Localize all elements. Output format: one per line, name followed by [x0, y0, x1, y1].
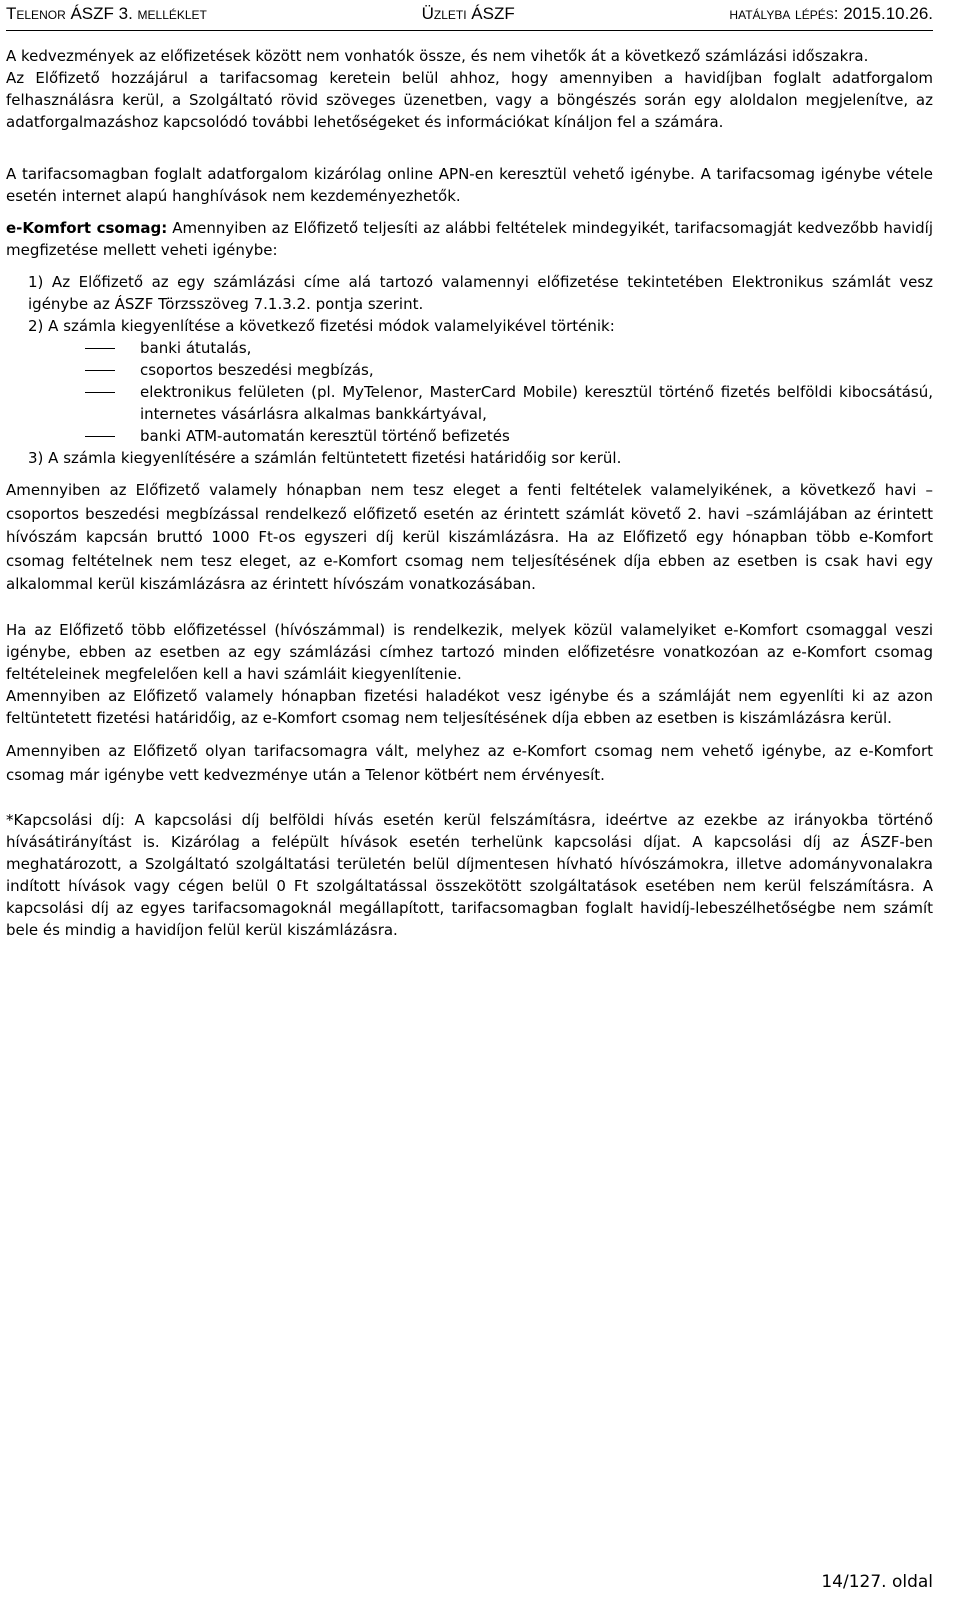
paragraph-consent: Az Előfizető hozzájárul a tarifacsomag keretein belül ahhoz, hogy amennyiben a havidíjban foglalt adatforgalom felhasználásra kerül, a Szolgáltató rövid szöveges üzenetben, vagy a böngészés során egy aloldalon megjelenítve, az adatforgalmazáshoz kapcsolódó további lehetőségeket és információkat kínáljon fel a számára. [6, 69, 933, 131]
payment-method-item: banki ATM-automatán keresztül történő befizetés [28, 425, 933, 447]
paragraph-discounts: A kedvezmények az előfizetések között nem vonhatók össze, és nem vihetők át a következő számlázási időszakra. [6, 47, 869, 65]
payment-method-item: elektronikus felületen (pl. MyTelenor, MasterCard Mobile) keresztül történő fizetés belföldi kibocsátású, internetes vásárlásra alkalmas bankkártyával, [28, 381, 933, 425]
ekomfort-label: e-Komfort csomag: [6, 219, 168, 237]
header-document-name: Telenor ÁSZF 3. melléklet [6, 4, 207, 23]
header-effective-date: hatályba lépés: 2015.10.26. [729, 4, 933, 23]
ekomfort-conditions [6, 271, 933, 469]
payment-method-item: banki átutalás, [28, 337, 933, 359]
paragraph-payment-deferral: Amennyiben az Előfizető valamely hónapban fizetési haladékot vesz igénybe és a számláját nem egyenlíti ki az azon feltüntetett fizetési határidőig, az e-Komfort csomag nem teljesítésének díja ebben az esetben is kiszámlázásra kerül. [6, 686, 933, 727]
page-number: 14/127. oldal [821, 1572, 933, 1592]
condition-1: 1) Az Előfizető az egy számlázási címe alá tartozó valamennyi előfizetése tekintetében Elektronikus számlát vesz igénybe az ÁSZF Törzsszöveg 7.1.3.2. pontja szerint. [28, 273, 933, 313]
condition-3: 3) A számla kiegyenlítésére a számlán feltüntetett fizetési határidőig sor kerül. [28, 449, 622, 467]
paragraph-apn: A tarifacsomagban foglalt adatforgalom kizárólag online APN-en keresztül vehető igénybe. A tarifacsomag igénybe vétele esetén internet alapú hanghívások nem kezdeményezhetők. [6, 165, 933, 205]
paragraph-connection-fee: *Kapcsolási díj: A kapcsolási díj belföldi hívás esetén kerül felszámításra, ideértve az ezekbe az irányokba történő hívásátirányítást is. Kizárólag a felépült hívások esetén terhelünk kapcsolási díjat. A kapcsolási díj az ÁSZF-ben meghatározott, a Szolgáltató szolgáltatási területén belül díjmentesen hívható hívószámokra, illetve adományvonalakra indított hívások vagy cégen belül 0 Ft szolgáltatással összekötött szolgáltatások esetében nem kerül felszámításra. A kapcsolási díj az egyes tarifacsomagoknál megállapított, tarifacsomagban foglalt havidíj-lebeszélhetőségbe nem számít bele és mindig a havidíjon felül kerül kiszámlázásra. [6, 810, 933, 939]
header-section: Üzleti ÁSZF [421, 4, 515, 23]
paragraph-ekomfort [6, 217, 933, 261]
document-page [6, 0, 933, 941]
paragraph-tariff-change: Amennyiben az Előfizető olyan tarifacsomagra vált, melyhez az e-Komfort csomag nem vehető igénybe, az e-Komfort csomag már igénybe vett kedvezménye után a Telenor kötbért nem érvényesít. [6, 741, 933, 784]
condition-2: 2) A számla kiegyenlítése a következő fizetési módok valamelyikével történik: [28, 317, 615, 335]
payment-method-item: csoportos beszedési megbízás, [28, 359, 933, 381]
payment-method-list [28, 337, 933, 447]
paragraph-penalty: Amennyiben az Előfizető valamely hónapban nem tesz eleget a fenti feltételek valamelyikének, a következő havi – csoportos beszedési megbízással rendelkező előfizető esetén az érintett számlát követő 2. havi –számlájában az érintett hívószám kapcsán bruttó 1000 Ft-os egyszeri díj kerül kiszámlázásra. Ha az Előfizető egy hónapban több e-Komfort csomag feltételnek nem tesz eleget, az e-Komfort csomag nem teljesítésének díja ebben az esetben is csak havi egy alkalommal kerül kiszámlázásra az érintett hívószám vonatkozásában. [6, 481, 933, 593]
paragraph-multiple-subscriptions: Ha az Előfizető több előfizetéssel (hívószámmal) is rendelkezik, melyek közül valamelyiket e-Komfort csomaggal veszi igénybe, ebben az esetben az egy számlázási címhez tartozó minden előfizetésre vonatkozóan az e-Komfort csomag feltételeinek megfelelően kell a havi számláit kiegyenlítenie. [6, 620, 933, 683]
ekomfort-intro: Amennyiben az Előfizető teljesíti az alábbi feltételek mindegyikét, tarifacsomagját kedvezőbb havidíj megfizetése mellett veheti igénybe: [6, 219, 934, 259]
page-header [6, 0, 933, 31]
